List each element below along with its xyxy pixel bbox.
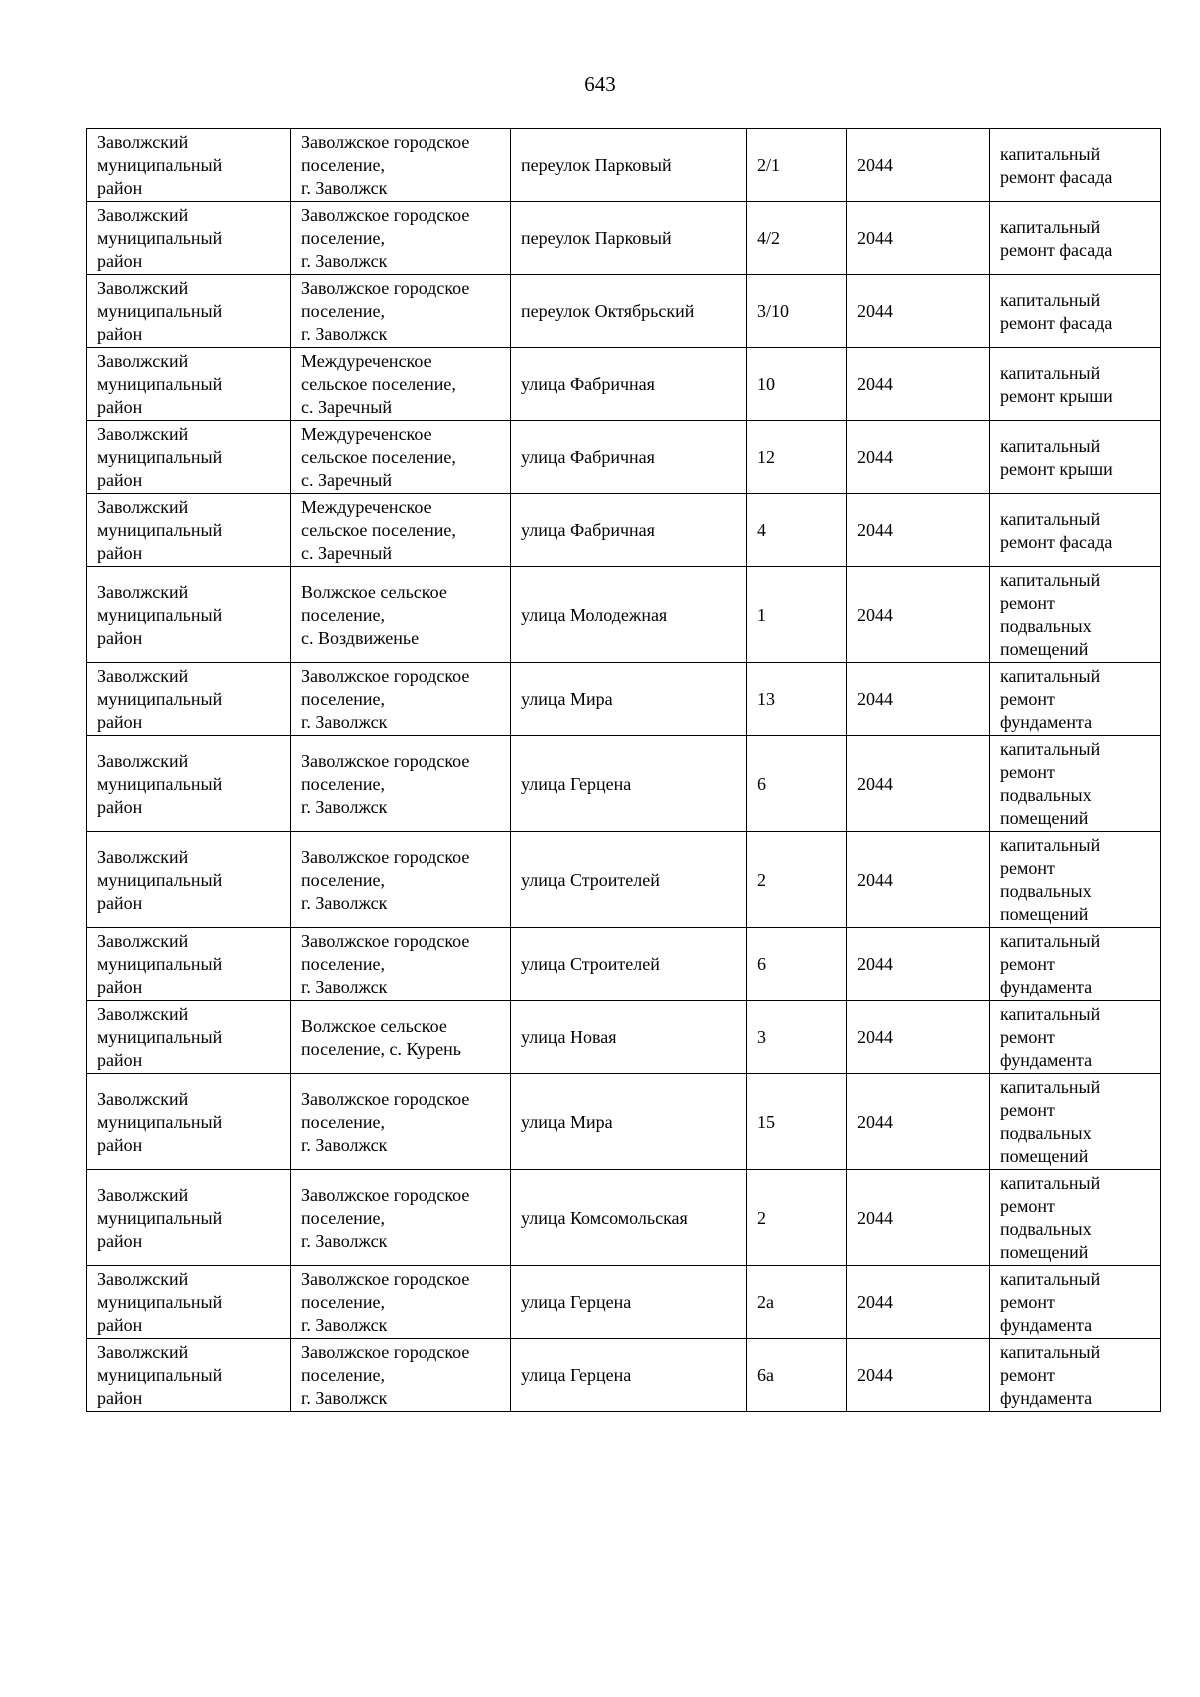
cell-work-type: капитальный ремонт фундамента	[990, 663, 1161, 736]
cell-district: Заволжский муниципальный район	[87, 202, 291, 275]
cell-district: Заволжский муниципальный район	[87, 129, 291, 202]
cell-work-type: капитальный ремонт фасада	[990, 275, 1161, 348]
cell-year: 2044	[847, 567, 990, 663]
cell-street: улица Фабричная	[511, 494, 747, 567]
cell-district: Заволжский муниципальный район	[87, 1266, 291, 1339]
cell-district: Заволжский муниципальный район	[87, 663, 291, 736]
cell-year: 2044	[847, 663, 990, 736]
cell-work-type: капитальный ремонт фасада	[990, 129, 1161, 202]
cell-house-number: 4	[747, 494, 847, 567]
cell-district: Заволжский муниципальный район	[87, 832, 291, 928]
table-row	[87, 348, 1161, 421]
cell-work-type: капитальный ремонт фундамента	[990, 1339, 1161, 1412]
cell-house-number: 6	[747, 736, 847, 832]
table-row	[87, 1339, 1161, 1412]
cell-work-type: капитальный ремонт фундамента	[990, 928, 1161, 1001]
table-row	[87, 202, 1161, 275]
cell-work-type: капитальный ремонт фасада	[990, 202, 1161, 275]
cell-work-type: капитальный ремонт подвальных помещений	[990, 1170, 1161, 1266]
cell-street: переулок Парковый	[511, 129, 747, 202]
cell-street: улица Герцена	[511, 1339, 747, 1412]
cell-settlement: Заволжское городское поселение, г. Заволжск	[291, 1170, 511, 1266]
cell-settlement: Заволжское городское поселение, г. Заволжск	[291, 832, 511, 928]
table-row	[87, 663, 1161, 736]
table-row	[87, 421, 1161, 494]
cell-settlement: Заволжское городское поселение, г. Заволжск	[291, 129, 511, 202]
cell-house-number: 1	[747, 567, 847, 663]
cell-district: Заволжский муниципальный район	[87, 1001, 291, 1074]
cell-year: 2044	[847, 736, 990, 832]
cell-settlement: Заволжское городское поселение, г. Заволжск	[291, 1074, 511, 1170]
table-row	[87, 832, 1161, 928]
cell-settlement: Заволжское городское поселение, г. Заволжск	[291, 202, 511, 275]
cell-street: улица Строителей	[511, 832, 747, 928]
table-row	[87, 1001, 1161, 1074]
cell-settlement: Волжское сельское поселение, с. Курень	[291, 1001, 511, 1074]
cell-settlement: Заволжское городское поселение, г. Заволжск	[291, 275, 511, 348]
table-row	[87, 275, 1161, 348]
cell-district: Заволжский муниципальный район	[87, 421, 291, 494]
cell-year: 2044	[847, 129, 990, 202]
cell-house-number: 3/10	[747, 275, 847, 348]
table-row	[87, 567, 1161, 663]
cell-street: переулок Парковый	[511, 202, 747, 275]
cell-house-number: 6а	[747, 1339, 847, 1412]
cell-year: 2044	[847, 494, 990, 567]
cell-district: Заволжский муниципальный район	[87, 928, 291, 1001]
cell-work-type: капитальный ремонт подвальных помещений	[990, 832, 1161, 928]
cell-work-type: капитальный ремонт крыши	[990, 348, 1161, 421]
cell-work-type: капитальный ремонт фасада	[990, 494, 1161, 567]
cell-house-number: 6	[747, 928, 847, 1001]
cell-settlement: Междуреченское сельское поселение, с. Заречный	[291, 348, 511, 421]
cell-house-number: 10	[747, 348, 847, 421]
cell-settlement: Междуреченское сельское поселение, с. Заречный	[291, 421, 511, 494]
cell-district: Заволжский муниципальный район	[87, 1074, 291, 1170]
cell-house-number: 13	[747, 663, 847, 736]
cell-settlement: Междуреченское сельское поселение, с. Заречный	[291, 494, 511, 567]
cell-street: улица Герцена	[511, 1266, 747, 1339]
repair-schedule-table	[86, 128, 1161, 1412]
table-body	[87, 129, 1161, 1412]
cell-district: Заволжский муниципальный район	[87, 494, 291, 567]
cell-district: Заволжский муниципальный район	[87, 736, 291, 832]
cell-house-number: 2	[747, 832, 847, 928]
cell-street: улица Комсомольская	[511, 1170, 747, 1266]
cell-year: 2044	[847, 832, 990, 928]
cell-district: Заволжский муниципальный район	[87, 1339, 291, 1412]
table-row	[87, 928, 1161, 1001]
page-number: 643	[584, 72, 616, 96]
cell-settlement: Заволжское городское поселение, г. Заволжск	[291, 1266, 511, 1339]
cell-year: 2044	[847, 1001, 990, 1074]
cell-settlement: Заволжское городское поселение, г. Заволжск	[291, 736, 511, 832]
cell-street: улица Новая	[511, 1001, 747, 1074]
cell-year: 2044	[847, 1170, 990, 1266]
cell-house-number: 2	[747, 1170, 847, 1266]
cell-street: улица Молодежная	[511, 567, 747, 663]
table-row	[87, 1266, 1161, 1339]
cell-year: 2044	[847, 1074, 990, 1170]
cell-house-number: 15	[747, 1074, 847, 1170]
cell-year: 2044	[847, 275, 990, 348]
cell-work-type: капитальный ремонт фундамента	[990, 1001, 1161, 1074]
cell-year: 2044	[847, 1266, 990, 1339]
cell-street: улица Фабричная	[511, 348, 747, 421]
table-row	[87, 1170, 1161, 1266]
table-row	[87, 736, 1161, 832]
cell-work-type: капитальный ремонт подвальных помещений	[990, 567, 1161, 663]
cell-year: 2044	[847, 421, 990, 494]
cell-house-number: 3	[747, 1001, 847, 1074]
cell-year: 2044	[847, 348, 990, 421]
cell-street: переулок Октябрьский	[511, 275, 747, 348]
cell-year: 2044	[847, 1339, 990, 1412]
cell-settlement: Заволжское городское поселение, г. Заволжск	[291, 928, 511, 1001]
cell-district: Заволжский муниципальный район	[87, 275, 291, 348]
cell-settlement: Волжское сельское поселение, с. Воздвиженье	[291, 567, 511, 663]
cell-work-type: капитальный ремонт подвальных помещений	[990, 736, 1161, 832]
table-row	[87, 129, 1161, 202]
cell-street: улица Мира	[511, 663, 747, 736]
cell-house-number: 2/1	[747, 129, 847, 202]
cell-street: улица Фабричная	[511, 421, 747, 494]
table-row	[87, 494, 1161, 567]
cell-settlement: Заволжское городское поселение, г. Заволжск	[291, 1339, 511, 1412]
cell-year: 2044	[847, 928, 990, 1001]
cell-work-type: капитальный ремонт фундамента	[990, 1266, 1161, 1339]
cell-settlement: Заволжское городское поселение, г. Заволжск	[291, 663, 511, 736]
cell-year: 2044	[847, 202, 990, 275]
cell-work-type: капитальный ремонт подвальных помещений	[990, 1074, 1161, 1170]
cell-district: Заволжский муниципальный район	[87, 1170, 291, 1266]
cell-street: улица Герцена	[511, 736, 747, 832]
cell-house-number: 2а	[747, 1266, 847, 1339]
table-row	[87, 1074, 1161, 1170]
cell-district: Заволжский муниципальный район	[87, 348, 291, 421]
cell-district: Заволжский муниципальный район	[87, 567, 291, 663]
cell-work-type: капитальный ремонт крыши	[990, 421, 1161, 494]
cell-street: улица Мира	[511, 1074, 747, 1170]
cell-street: улица Строителей	[511, 928, 747, 1001]
cell-house-number: 12	[747, 421, 847, 494]
cell-house-number: 4/2	[747, 202, 847, 275]
